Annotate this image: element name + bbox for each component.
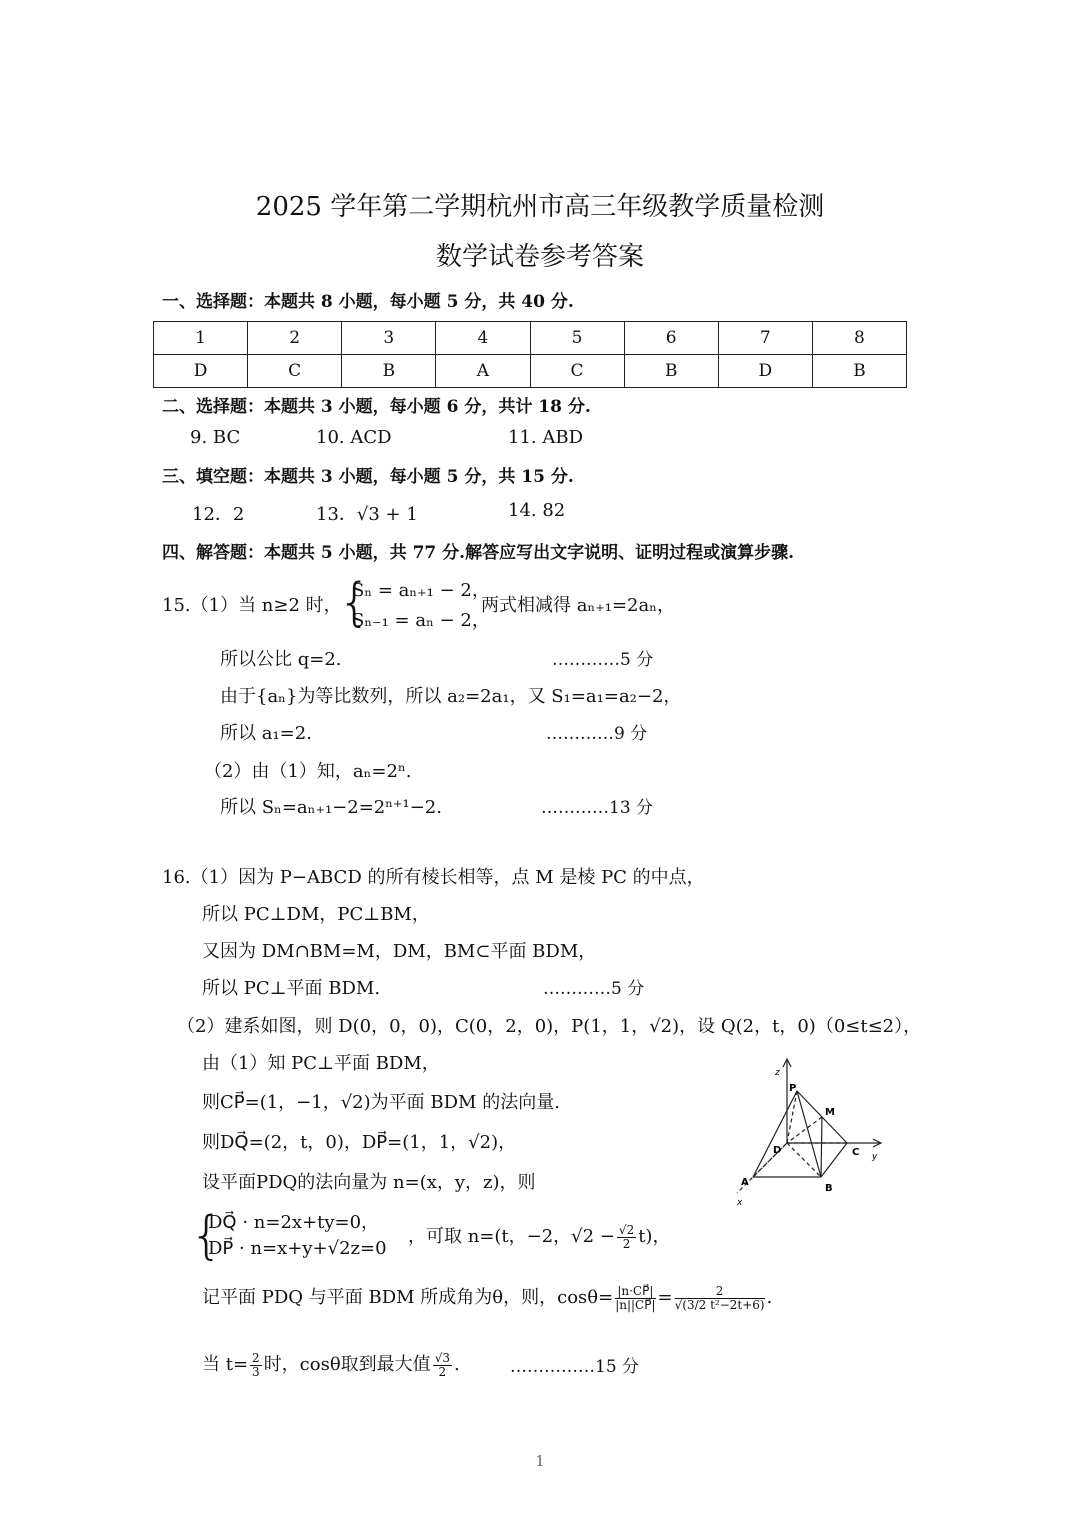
answer-14: 14. 82 xyxy=(508,500,566,521)
q15-system-eq2: Sₙ₋₁ = aₙ − 2， xyxy=(352,610,490,631)
answer-cell: D xyxy=(154,355,248,388)
point-label-M: M xyxy=(825,1107,835,1118)
section4-heading: 四、解答题：本题共 5 小题，共 77 分.解答应写出文字说明、证明过程或演算步骤. xyxy=(162,543,794,563)
q15-system-eq1: Sₙ = aₙ₊₁ − 2， xyxy=(352,580,490,601)
q15-score-13: …………13 分 xyxy=(541,798,654,818)
q15-line2: 所以公比 q=2. xyxy=(220,649,342,670)
axis-label-x: x xyxy=(737,1198,743,1208)
page-number: 1 xyxy=(535,1452,545,1470)
q15-line3: 由于{aₙ}为等比数列，所以 a₂=2a₁，又 S₁=a₁=a₂−2， xyxy=(220,686,682,707)
q15-line5: （2）由（1）知，aₙ=2ⁿ. xyxy=(204,761,412,782)
question-number: 8 xyxy=(812,322,906,355)
axis-label-z: z xyxy=(775,1068,780,1078)
answer-9: 9. BC xyxy=(190,427,241,448)
doc-title: 2025 学年第二学期杭州市高三年级教学质量检测 xyxy=(255,192,825,222)
axis-label-y: y xyxy=(872,1152,878,1162)
equals-sign: = xyxy=(657,1287,673,1308)
question-number: 2 xyxy=(248,322,342,355)
q15-line6: 所以 Sₙ=aₙ₊₁−2=2ⁿ⁺¹−2. xyxy=(220,797,442,818)
answer-13: 13．√3 + 1 xyxy=(316,504,418,525)
fraction-denominator: √(3/2 t²−2t+6) xyxy=(674,1297,765,1312)
q16-normal-vector xyxy=(408,1222,670,1251)
answer-12: 12．2 xyxy=(192,504,245,525)
table-row xyxy=(154,322,907,355)
answer-cell: B xyxy=(812,355,906,388)
fraction-denominator: |n||CP⃗| xyxy=(615,1297,656,1312)
q16-line9: 设平面PDQ的法向量为 n=(x，y，z)，则 xyxy=(202,1172,536,1193)
q16-line3: 又因为 DM∩BM=M，DM，BM⊂平面 BDM， xyxy=(202,941,597,962)
period: . xyxy=(766,1287,773,1308)
fraction-denominator: 3 xyxy=(252,1364,260,1379)
q15-line1-suffix: 两式相减得 aₙ₊₁=2aₙ， xyxy=(481,595,676,616)
fraction xyxy=(433,1352,452,1379)
q15-score-9: …………9 分 xyxy=(546,724,648,744)
choice-answer-table xyxy=(153,321,907,388)
fraction-numerator: 2 xyxy=(675,1285,765,1299)
answer-cell: C xyxy=(530,355,624,388)
left-brace-symbol: { xyxy=(338,573,372,633)
answer-cell: D xyxy=(718,355,812,388)
fraction-numerator: √3 xyxy=(434,1350,450,1365)
pyramid-coordinate-figure xyxy=(725,1055,895,1215)
q16-cosine-prefix: 记平面 PDQ 与平面 BDM 所成角为θ，则，cosθ= xyxy=(202,1287,614,1308)
point-label-B: B xyxy=(825,1183,833,1194)
fraction-numerator: 2 xyxy=(252,1350,260,1365)
question-number: 3 xyxy=(342,322,436,355)
left-brace-symbol: { xyxy=(190,1206,224,1266)
q16-max-prefix: 当 t= xyxy=(202,1354,249,1375)
q16-line4: 所以 PC⊥平面 BDM. xyxy=(202,978,381,999)
point-label-P: P xyxy=(789,1083,797,1094)
period: . xyxy=(453,1354,460,1375)
answer-cell: C xyxy=(248,355,342,388)
fraction-numerator: √2 xyxy=(618,1222,635,1237)
q16-max-middle: 时，cosθ取到最大值 xyxy=(263,1354,431,1375)
segment-BM xyxy=(821,1117,822,1177)
question-number: 4 xyxy=(436,322,530,355)
q16-max-line xyxy=(202,1350,460,1379)
point-label-C: C xyxy=(852,1147,860,1158)
question-number: 6 xyxy=(624,322,718,355)
q16-score-15: ……………15 分 xyxy=(510,1357,640,1377)
answer-cell: B xyxy=(342,355,436,388)
q16-line2: 所以 PC⊥DM，PC⊥BM， xyxy=(202,904,430,925)
q16-line7: 则CP⃗=(1，−1，√2)为平面 BDM 的法向量. xyxy=(202,1092,560,1113)
doc-subtitle: 数学试卷参考答案 xyxy=(435,242,644,272)
answer-10: 10. ACD xyxy=(316,427,392,448)
point-label-D: D xyxy=(773,1145,782,1156)
q16-line8: 则DQ⃗=(2，t，0)，DP⃗=(1，1，√2)， xyxy=(202,1132,517,1153)
edge-PD xyxy=(787,1091,797,1143)
edge-BC xyxy=(821,1143,847,1177)
q16-line5: （2）建系如图，则 D(0，0，0)，C(0，2，0)，P(1，1，√2)，设 Q(2，t，0)（0≤t≤2）， xyxy=(177,1016,922,1037)
edge-PA xyxy=(753,1091,797,1177)
question-number: 7 xyxy=(718,322,812,355)
fraction xyxy=(675,1285,765,1312)
question-number: 5 xyxy=(530,322,624,355)
q15-line1-prefix: 15.（1）当 n≥2 时， xyxy=(162,595,342,616)
fraction xyxy=(617,1224,636,1251)
q16-system-eq2: DP⃗ · n=x+y+√2z=0 xyxy=(208,1238,387,1259)
answer-cell: B xyxy=(624,355,718,388)
fraction-numerator: |n·CP⃗| xyxy=(615,1285,655,1299)
section2-heading: 二、选择题：本题共 3 小题，每小题 6 分，共计 18 分. xyxy=(162,397,591,417)
question-number: 1 xyxy=(154,322,248,355)
answer-cell: A xyxy=(436,355,530,388)
q16-cosine-line xyxy=(202,1283,772,1312)
q16-score-5: …………5 分 xyxy=(543,979,645,999)
q16-line1: 16.（1）因为 P−ABCD 的所有棱长相等，点 M 是棱 PC 的中点， xyxy=(162,867,705,888)
q16-normal-vector-text: ，可取 n=(t，−2，√2 − xyxy=(408,1226,615,1247)
section3-heading: 三、填空题：本题共 3 小题，每小题 5 分，共 15 分. xyxy=(162,467,574,487)
table-row xyxy=(154,355,907,388)
segment-DM xyxy=(787,1117,822,1143)
answer-11: 11. ABD xyxy=(508,427,584,448)
q15-line4: 所以 a₁=2. xyxy=(220,723,312,744)
fraction xyxy=(615,1285,655,1312)
q16-system-eq1: DQ⃗ · n=2x+ty=0， xyxy=(208,1212,380,1233)
fraction-denominator: 2 xyxy=(438,1364,447,1379)
point-label-A: A xyxy=(741,1177,749,1188)
q16-line6: 由（1）知 PC⊥平面 BDM， xyxy=(202,1053,440,1074)
fraction xyxy=(250,1352,262,1379)
q16-normal-vector-tail: t)， xyxy=(638,1226,671,1247)
fraction-denominator: 2 xyxy=(622,1236,631,1251)
section1-heading: 一、选择题：本题共 8 小题，每小题 5 分，共 40 分. xyxy=(162,292,574,312)
q15-score-5: …………5 分 xyxy=(552,650,654,670)
